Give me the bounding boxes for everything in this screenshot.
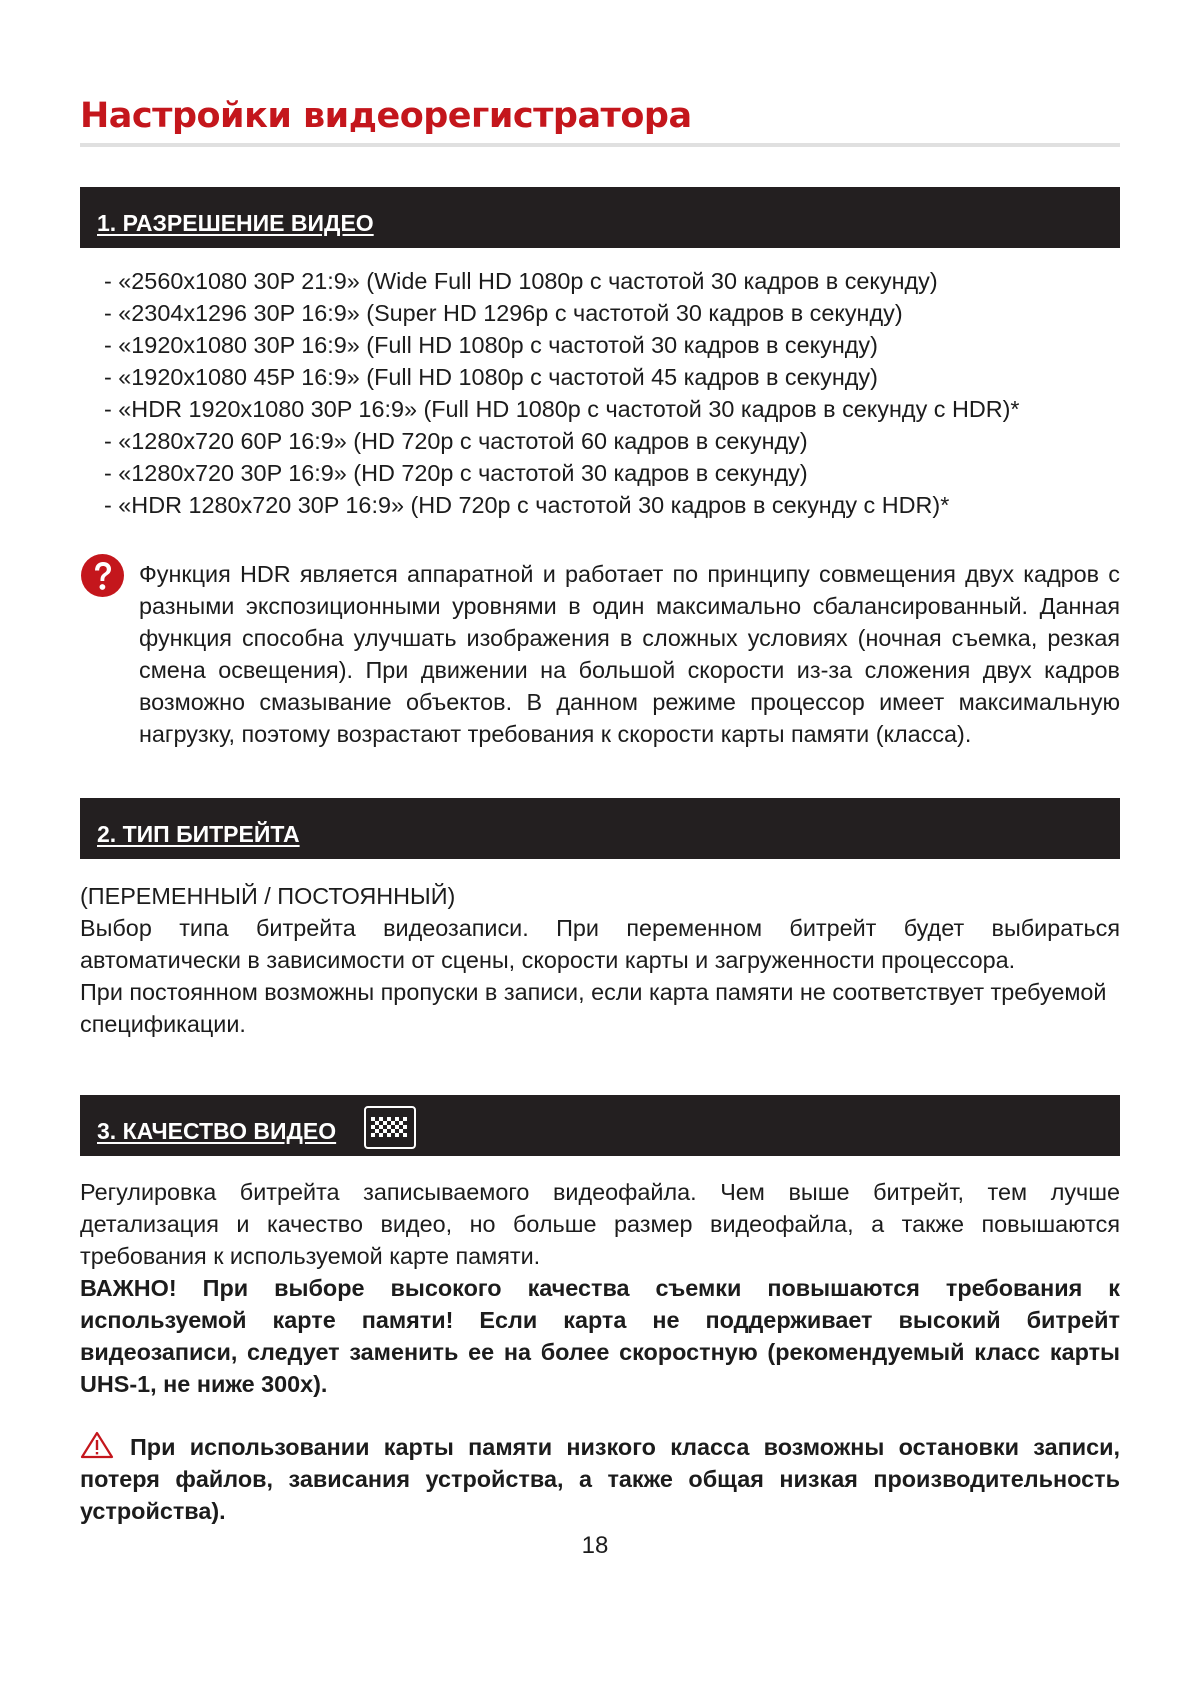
list-item: - «1280x720 30P 16:9» (HD 720p с частотой 30 кадров в секунду) — [104, 460, 808, 486]
bitrate-paragraph-1: Выбор типа битрейта видеозаписи. При переменном битрейт будет выбираться автоматически в зависимости от сцены, скорости карты и загруженности процессора. — [80, 915, 1120, 973]
list-item: - «HDR 1280x720 30P 16:9» (HD 720p с частотой 30 кадров в секунду с HDR)* — [104, 492, 950, 518]
section-heading-bar-bitrate-type — [80, 798, 1120, 859]
list-item: - «1920x1080 30P 16:9» (Full HD 1080p с частотой 30 кадров в секунду) — [104, 332, 878, 358]
section-heading-bitrate-type: 2. ТИП БИТРЕЙТА — [97, 821, 300, 847]
quality-paragraph: Регулировка битрейта записываемого видеофайла. Чем выше битрейт, тем лучше детализация и качество видео, но больше размер видеофайла, а также повышаются требования к используемой карте памяти. — [80, 1179, 1120, 1269]
list-item: - «2304x1296 30P 16:9» (Super HD 1296p с частотой 30 кадров в секунду) — [104, 300, 903, 326]
warning-block — [80, 1431, 1120, 1527]
video-quality-icon — [364, 1106, 416, 1149]
video-quality-block — [80, 1176, 1120, 1400]
section-heading-video-quality: 3. КАЧЕСТВО ВИДЕО — [97, 1118, 337, 1144]
page-title: Настройки видеорегистратора — [80, 96, 692, 136]
question-circle-icon — [80, 553, 125, 598]
list-item: - «2560x1080 30P 21:9» (Wide Full HD 1080p с частотой 30 кадров в секунду) — [104, 268, 938, 294]
title-divider — [80, 143, 1120, 147]
section-heading-bar-resolution — [80, 187, 1120, 248]
list-item: - «HDR 1920x1080 30P 16:9» (Full HD 1080p с частотой 30 кадров в секунду с HDR)* — [104, 396, 1020, 422]
list-item: - «1920x1080 45P 16:9» (Full HD 1080p с частотой 45 кадров в секунду) — [104, 364, 878, 390]
bitrate-paragraph-2: При постоянном возможны пропуски в записи, если карта памяти не соответствует требуемой спецификации. — [80, 979, 1107, 1037]
warning-text: При использовании карты памяти низкого класса возможны остановки записи, потеря файлов, зависания устройства, а также общая низкая производительность устройства). — [80, 1434, 1120, 1524]
section-heading-bar-video-quality — [80, 1095, 1120, 1156]
warning-triangle-icon — [80, 1431, 114, 1459]
important-note: ВАЖНО! При выборе высокого качества съемки повышаются требования к используемой карте памяти! Если карта не поддерживает высокий битрейт видеозаписи, следует заменить ее на более скоростную (рекомендуемый класс карты UHS-1, не ниже 300x). — [80, 1275, 1120, 1397]
page-number: 18 — [581, 1532, 609, 1559]
warning-paragraph — [80, 1431, 1120, 1527]
section-heading-resolution: 1. РАЗРЕШЕНИЕ ВИДЕО — [97, 210, 374, 236]
list-item: - «1280x720 60P 16:9» (HD 720p с частотой 60 кадров в секунду) — [104, 428, 808, 454]
hdr-note: Функция HDR является аппаратной и работает по принципу совмещения двух кадров с разными экспозиционными уровнями в один максимально сбалансированный. Данная функция способна улучшать изображения в сложных условиях (ночная съемка, резкая смена освещения). При движении на большой скорости из-за сложения двух кадров возможно смазывание объектов. В данном режиме процессор имеет максимальную нагрузку, поэтому возрастают требования к скорости карты памяти (класса). — [139, 561, 1120, 747]
bitrate-options: (ПЕРЕМЕННЫЙ / ПОСТОЯННЫЙ) — [80, 883, 456, 909]
resolution-list — [104, 265, 1020, 521]
bitrate-type-block — [80, 880, 1120, 1040]
